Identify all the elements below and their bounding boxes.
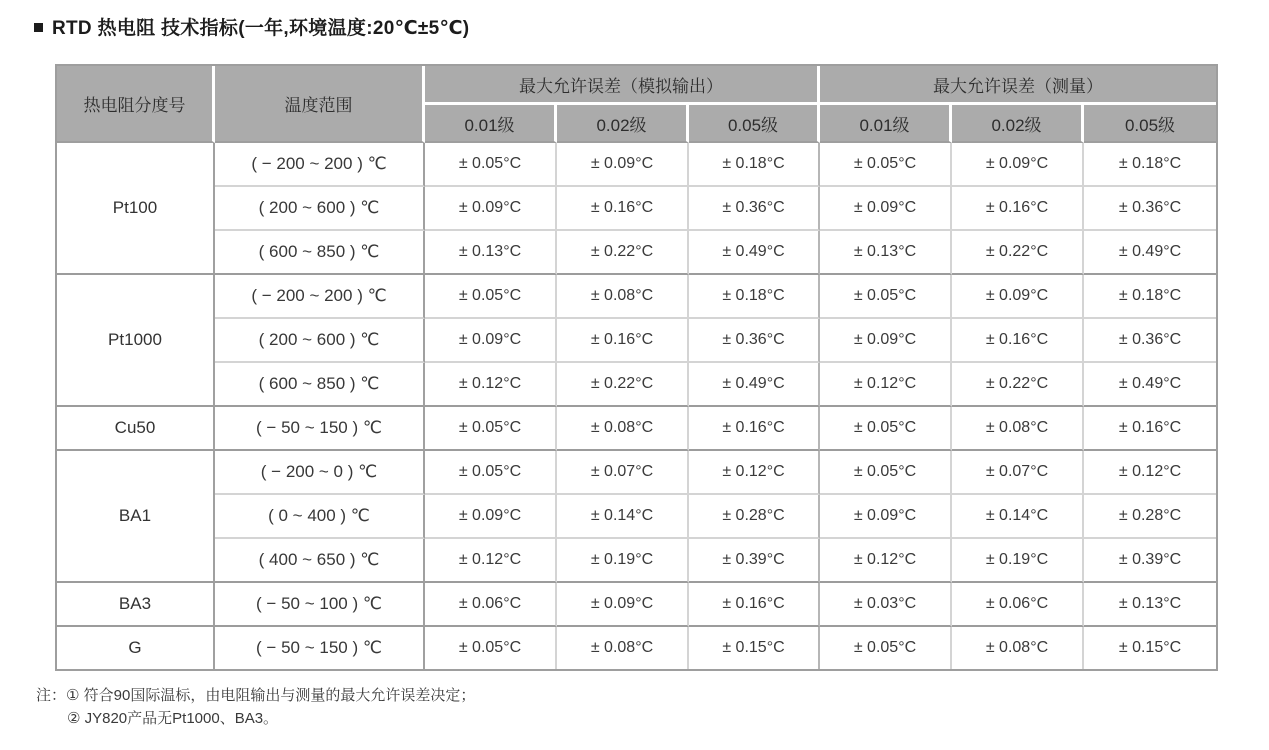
error-value-cell: ± 0.09°C	[425, 187, 557, 231]
rtd-spec-table	[55, 64, 1218, 671]
error-value-cell: ± 0.36°C	[1084, 319, 1216, 363]
temp-range-cell: ( 200 ~ 600 ) ℃	[215, 319, 425, 363]
error-value-cell: ± 0.05°C	[820, 143, 952, 187]
error-value-cell: ± 0.07°C	[952, 451, 1084, 495]
table-row	[57, 319, 1216, 363]
error-value-cell: ± 0.06°C	[952, 583, 1084, 627]
error-value-cell: ± 0.08°C	[557, 407, 689, 451]
rtd-type-cell: G	[57, 627, 215, 669]
temp-range-cell: ( 600 ~ 850 ) ℃	[215, 231, 425, 275]
temp-range-cell: ( − 200 ~ 200 ) ℃	[215, 275, 425, 319]
error-value-cell: ± 0.05°C	[820, 627, 952, 669]
error-value-cell: ± 0.28°C	[689, 495, 820, 539]
error-value-cell: ± 0.14°C	[952, 495, 1084, 539]
error-value-cell: ± 0.19°C	[557, 539, 689, 583]
table-row	[57, 275, 1216, 319]
rtd-type-cell: BA1	[57, 451, 215, 583]
spec-table-container	[55, 64, 1218, 671]
error-value-cell: ± 0.12°C	[689, 451, 820, 495]
error-value-cell: ± 0.22°C	[952, 363, 1084, 407]
table-row	[57, 451, 1216, 495]
error-value-cell: ± 0.16°C	[689, 407, 820, 451]
error-value-cell: ± 0.19°C	[952, 539, 1084, 583]
temp-range-cell: ( − 50 ~ 150 ) ℃	[215, 627, 425, 669]
error-value-cell: ± 0.05°C	[425, 275, 557, 319]
error-value-cell: ± 0.18°C	[689, 275, 820, 319]
error-value-cell: ± 0.09°C	[820, 187, 952, 231]
error-value-cell: ± 0.09°C	[952, 143, 1084, 187]
error-value-cell: ± 0.12°C	[425, 539, 557, 583]
bullet-square-icon	[34, 23, 43, 32]
error-value-cell: ± 0.05°C	[425, 407, 557, 451]
error-value-cell: ± 0.12°C	[820, 363, 952, 407]
note-text: ② JY820产品无Pt1000、BA3。	[67, 710, 279, 727]
error-value-cell: ± 0.05°C	[820, 451, 952, 495]
error-value-cell: ± 0.06°C	[425, 583, 557, 627]
error-value-cell: ± 0.16°C	[952, 187, 1084, 231]
error-value-cell: ± 0.13°C	[1084, 583, 1216, 627]
table-row	[57, 363, 1216, 407]
footnotes	[36, 684, 475, 730]
error-value-cell: ± 0.09°C	[557, 143, 689, 187]
error-value-cell: ± 0.36°C	[1084, 187, 1216, 231]
page-title: RTD 热电阻 技术指标(一年,环境温度:20℃±5℃)	[52, 18, 470, 39]
error-value-cell: ± 0.49°C	[1084, 363, 1216, 407]
note-line	[36, 707, 475, 730]
error-value-cell: ± 0.16°C	[952, 319, 1084, 363]
temp-range-cell: ( 600 ~ 850 ) ℃	[215, 363, 425, 407]
error-value-cell: ± 0.28°C	[1084, 495, 1216, 539]
error-value-cell: ± 0.16°C	[557, 187, 689, 231]
error-value-cell: ± 0.09°C	[425, 319, 557, 363]
error-value-cell: ± 0.09°C	[425, 495, 557, 539]
header-type: 热电阻分度号	[57, 66, 215, 143]
error-value-cell: ± 0.07°C	[557, 451, 689, 495]
header-subcol: 0.01级	[425, 105, 557, 143]
table-row	[57, 407, 1216, 451]
table-row	[57, 627, 1216, 669]
header-group-analog: 最大允许误差（模拟输出）	[425, 66, 820, 105]
section-title	[34, 13, 469, 40]
table-row	[57, 187, 1216, 231]
rtd-type-cell: BA3	[57, 583, 215, 627]
error-value-cell: ± 0.03°C	[820, 583, 952, 627]
temp-range-cell: ( − 50 ~ 100 ) ℃	[215, 583, 425, 627]
error-value-cell: ± 0.22°C	[557, 363, 689, 407]
error-value-cell: ± 0.18°C	[1084, 143, 1216, 187]
temp-range-cell: ( 400 ~ 650 ) ℃	[215, 539, 425, 583]
header-range: 温度范围	[215, 66, 425, 143]
error-value-cell: ± 0.05°C	[425, 451, 557, 495]
rtd-type-cell: Pt1000	[57, 275, 215, 407]
error-value-cell: ± 0.22°C	[952, 231, 1084, 275]
temp-range-cell: ( − 200 ~ 0 ) ℃	[215, 451, 425, 495]
header-subcol: 0.02级	[557, 105, 689, 143]
temp-range-cell: ( 0 ~ 400 ) ℃	[215, 495, 425, 539]
note-line	[36, 684, 475, 707]
temp-range-cell: ( − 200 ~ 200 ) ℃	[215, 143, 425, 187]
error-value-cell: ± 0.49°C	[689, 231, 820, 275]
rtd-type-cell: Cu50	[57, 407, 215, 451]
note-prefix: 注：	[36, 687, 67, 704]
header-group-measure: 最大允许误差（测量）	[820, 66, 1216, 105]
error-value-cell: ± 0.36°C	[689, 187, 820, 231]
table-row	[57, 143, 1216, 187]
error-value-cell: ± 0.09°C	[557, 583, 689, 627]
error-value-cell: ± 0.12°C	[820, 539, 952, 583]
table-row	[57, 231, 1216, 275]
error-value-cell: ± 0.12°C	[425, 363, 557, 407]
error-value-cell: ± 0.12°C	[1084, 451, 1216, 495]
error-value-cell: ± 0.09°C	[820, 495, 952, 539]
error-value-cell: ± 0.16°C	[689, 583, 820, 627]
table-row	[57, 583, 1216, 627]
error-value-cell: ± 0.08°C	[952, 407, 1084, 451]
temp-range-cell: ( − 50 ~ 150 ) ℃	[215, 407, 425, 451]
error-value-cell: ± 0.05°C	[820, 407, 952, 451]
temp-range-cell: ( 200 ~ 600 ) ℃	[215, 187, 425, 231]
error-value-cell: ± 0.39°C	[1084, 539, 1216, 583]
error-value-cell: ± 0.09°C	[820, 319, 952, 363]
error-value-cell: ± 0.15°C	[689, 627, 820, 669]
error-value-cell: ± 0.49°C	[689, 363, 820, 407]
table-row	[57, 495, 1216, 539]
error-value-cell: ± 0.08°C	[557, 627, 689, 669]
table-body	[57, 143, 1216, 669]
error-value-cell: ± 0.05°C	[820, 275, 952, 319]
error-value-cell: ± 0.05°C	[425, 627, 557, 669]
error-value-cell: ± 0.18°C	[1084, 275, 1216, 319]
error-value-cell: ± 0.39°C	[689, 539, 820, 583]
error-value-cell: ± 0.05°C	[425, 143, 557, 187]
error-value-cell: ± 0.18°C	[689, 143, 820, 187]
error-value-cell: ± 0.14°C	[557, 495, 689, 539]
header-subcol: 0.02级	[952, 105, 1084, 143]
rtd-type-cell: Pt100	[57, 143, 215, 275]
table-row	[57, 539, 1216, 583]
error-value-cell: ± 0.15°C	[1084, 627, 1216, 669]
note-text: ① 符合90国际温标，由电阻输出与测量的最大允许误差决定；	[66, 687, 476, 704]
header-subcol: 0.05级	[1084, 105, 1216, 143]
error-value-cell: ± 0.22°C	[557, 231, 689, 275]
error-value-cell: ± 0.08°C	[952, 627, 1084, 669]
error-value-cell: ± 0.08°C	[557, 275, 689, 319]
error-value-cell: ± 0.49°C	[1084, 231, 1216, 275]
error-value-cell: ± 0.09°C	[952, 275, 1084, 319]
error-value-cell: ± 0.16°C	[557, 319, 689, 363]
header-subcol: 0.01级	[820, 105, 952, 143]
error-value-cell: ± 0.13°C	[425, 231, 557, 275]
error-value-cell: ± 0.36°C	[689, 319, 820, 363]
table-header	[57, 66, 1216, 143]
error-value-cell: ± 0.16°C	[1084, 407, 1216, 451]
header-subcol: 0.05级	[689, 105, 820, 143]
error-value-cell: ± 0.13°C	[820, 231, 952, 275]
